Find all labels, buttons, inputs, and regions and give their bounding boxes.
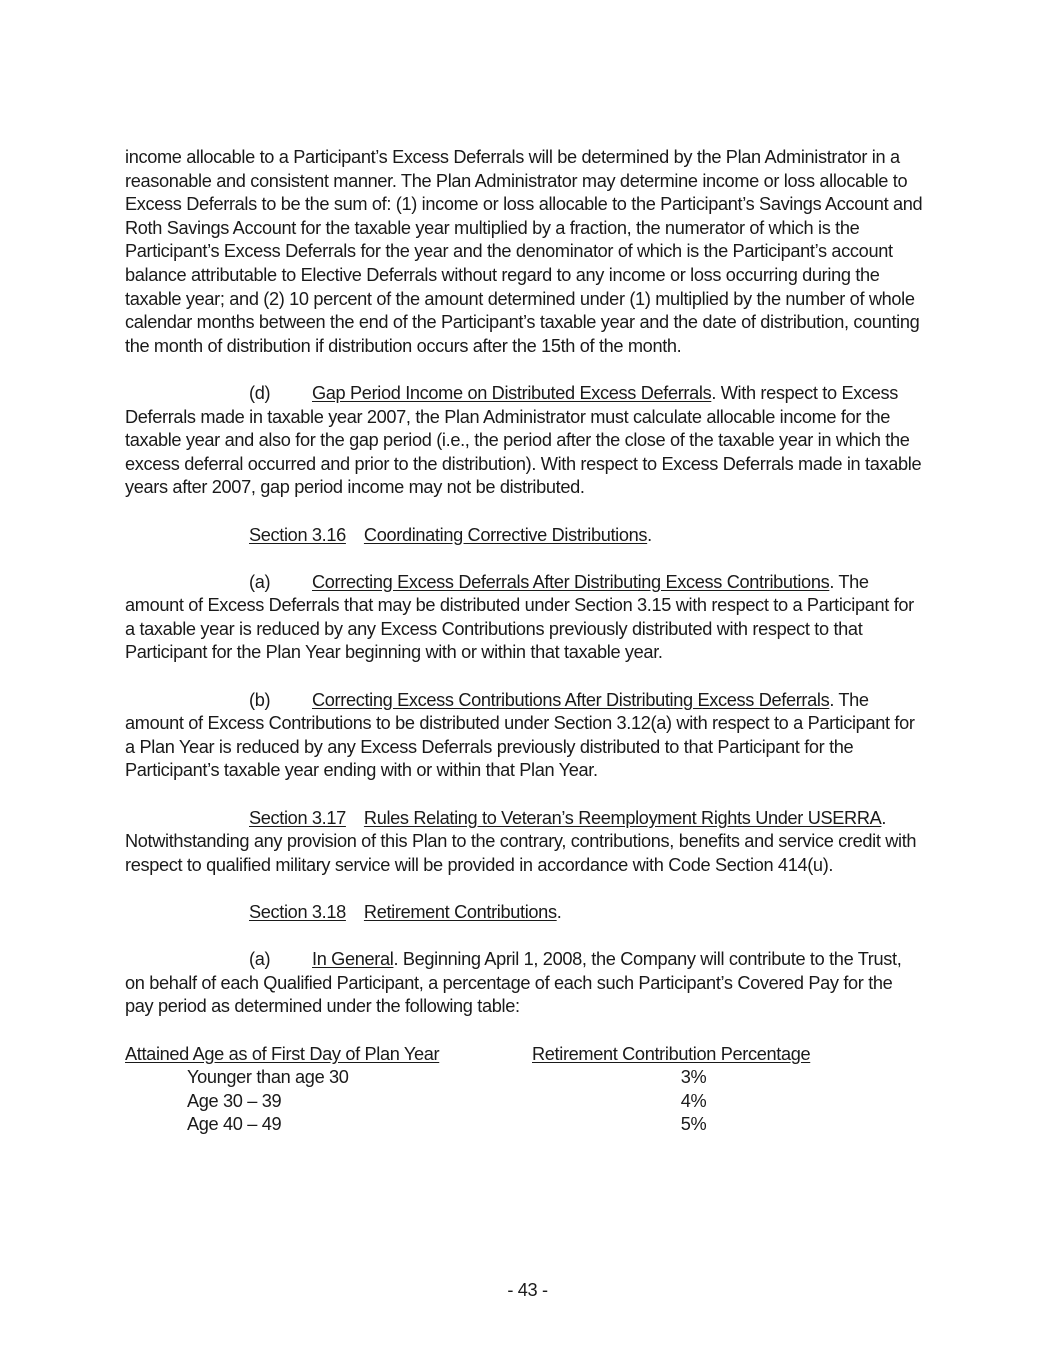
table-row: [125, 1090, 925, 1114]
subsection-label-a: (a): [249, 571, 271, 592]
table-header-percentage: Retirement Contribution Percentage: [532, 1043, 811, 1064]
table-row: [125, 1066, 925, 1090]
subsection-title-gap-period: Gap Period Income on Distributed Excess Deferrals: [312, 382, 712, 403]
section-heading-3-18: [125, 901, 925, 925]
table-row: [125, 1113, 925, 1137]
section-title-3-18: Retirement Contributions: [363, 902, 557, 922]
section-number-3-18: Section 3.18: [249, 902, 346, 922]
subsection-label-a-3-18: (a): [249, 949, 271, 970]
table-header-age: Attained Age as of First Day of Plan Year: [125, 1043, 440, 1064]
table-cell-age: Younger than age 30: [187, 1067, 349, 1088]
table-cell-age: Age 30 – 39: [187, 1090, 282, 1111]
table-cell-percentage: 5%: [680, 1114, 707, 1135]
paragraph-3-15-d: [125, 382, 925, 500]
subsection-text-correcting-deferrals: . The amount of Excess Deferrals that may be distributed under Section 3.15 with respect to a Participant for a taxable year is reduced by any Excess Contributions previously distributed with respect to that Participant for the Plan Year beginning with or within that taxable year.: [125, 571, 914, 663]
paragraph-3-16-b: [125, 689, 925, 783]
table-header-row: [125, 1043, 925, 1067]
subsection-title-correcting-contributions: Correcting Excess Contributions After Distributing Excess Deferrals: [312, 689, 830, 710]
subsection-text-gap-period: . With respect to Excess Deferrals made in taxable year 2007, the Plan Administrator must calculate allocable income for the taxable year and also for the gap period (i.e., the period after the close of the taxable year in which the excess deferral occurred and prior to the distribution). With respect to Excess Deferrals made in taxable years after 2007, gap period income may not be distributed.: [125, 382, 922, 498]
section-number-3-17: Section 3.17: [249, 807, 346, 828]
table-cell-percentage: 3%: [680, 1067, 707, 1088]
section-text-3-17: . Notwithstanding any provision of this Plan to the contrary, contributions, benefits and service credit with respect to qualified military service will be provided in accordance with Code Section 414(u).: [125, 807, 917, 875]
section-title-3-16: Coordinating Corrective Distributions: [363, 524, 648, 545]
section-heading-3-16: [125, 524, 925, 548]
paragraph-3-18-a: [125, 948, 925, 1019]
paragraph-3-17: [125, 807, 925, 878]
table-cell-age: Age 40 – 49: [187, 1114, 282, 1135]
subsection-text-in-general: . Beginning April 1, 2008, the Company will contribute to the Trust, on behalf of each Qualified Participant, a percentage of each such Participant’s Covered Pay for the pay period as determined under the following table:: [125, 949, 902, 1017]
section-number-3-16: Section 3.16: [249, 524, 346, 545]
paragraph-3-16-a: [125, 571, 925, 665]
table-cell-percentage: 4%: [680, 1090, 707, 1111]
section-title-end-3-18: .: [556, 902, 562, 922]
subsection-title-correcting-deferrals: Correcting Excess Deferrals After Distributing Excess Contributions: [312, 571, 830, 592]
document-page: [125, 146, 925, 1137]
retirement-contribution-table: [125, 1043, 925, 1137]
section-title-end-3-16: .: [647, 524, 652, 545]
subsection-title-in-general: In General: [312, 949, 394, 970]
subsection-label-d: (d): [249, 382, 271, 403]
subsection-label-b: (b): [249, 689, 271, 710]
paragraph-income-allocable: income allocable to a Participant’s Excess Deferrals will be determined by the Plan Administrator in a reasonable and consistent manner. The Plan Administrator may determine income or loss allocable to Excess Deferrals to be the sum of: (1) income or loss allocable to the Participant’s Savings Account and Roth Savings Account for the taxable year multiplied by a fraction, the numerator of which is the Participant’s Excess Deferrals for the year and the denominator of which is the Participant’s account balance attributable to Elective Deferrals without regard to any income or loss occurring during the taxable year; and (2) 10 percent of the amount determined under (1) multiplied by the number of whole calendar months between the end of the Participant’s taxable year and the date of distribution, counting the month of distribution if distribution occurs after the 15th of the month.: [125, 147, 923, 356]
page-number: - 43 -: [507, 1280, 548, 1300]
section-title-3-17: Rules Relating to Veteran’s Reemployment Rights Under USERRA: [363, 807, 882, 828]
subsection-text-correcting-contributions: . The amount of Excess Contributions to be distributed under Section 3.12(a) with respect to a Participant for a Plan Year is reduced by any Excess Deferrals previously distributed to that Participant for the Participant’s taxable year ending with or within that Plan Year.: [125, 689, 915, 781]
